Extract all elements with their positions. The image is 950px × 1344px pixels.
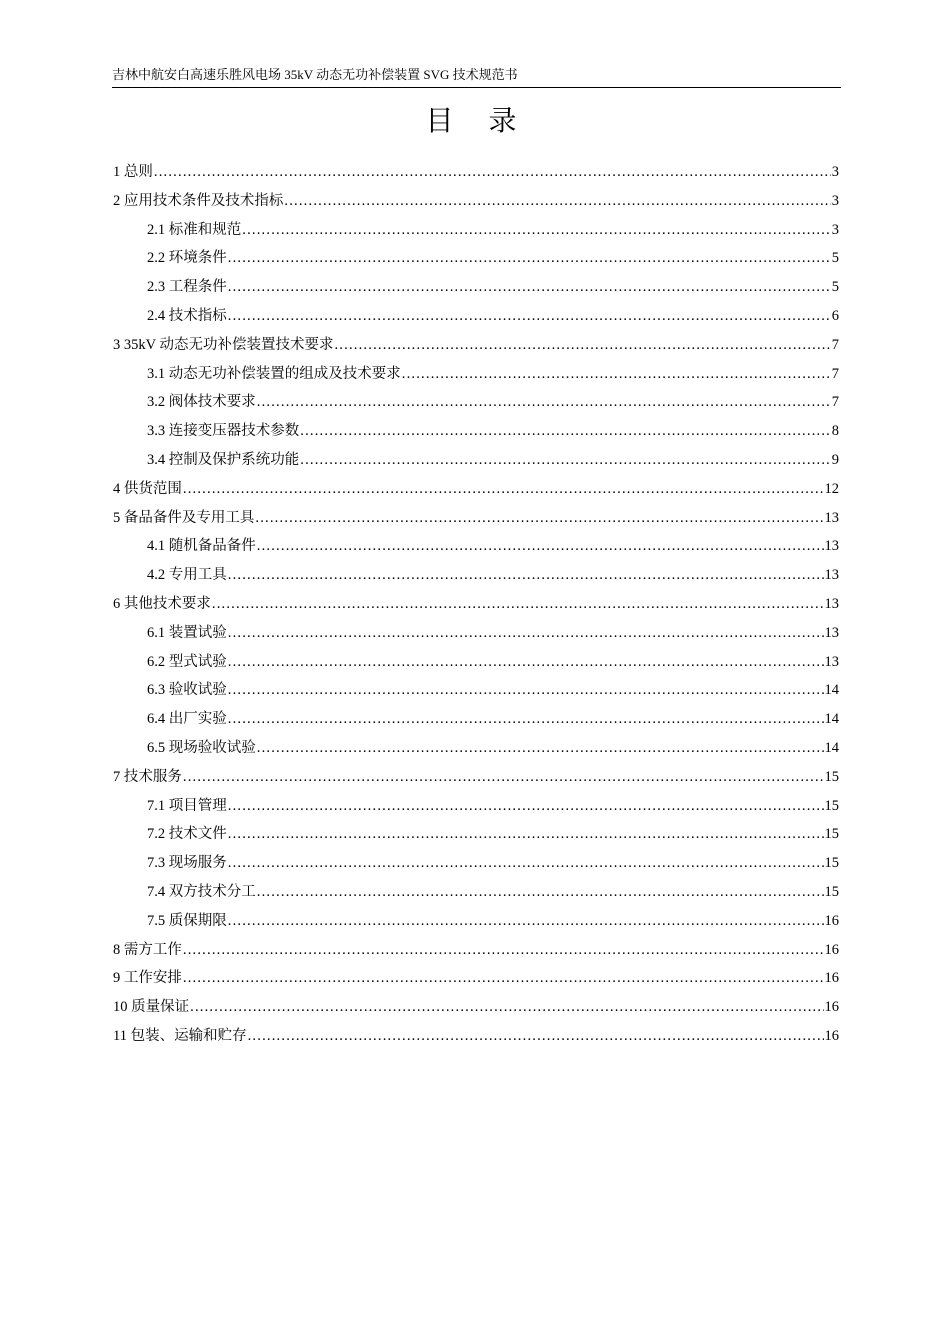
toc-entry[interactable] xyxy=(113,561,839,590)
toc-dot-leader xyxy=(228,273,831,302)
toc-entry[interactable] xyxy=(113,590,839,619)
toc-dot-leader xyxy=(183,936,824,965)
toc-entry[interactable] xyxy=(113,158,839,187)
toc-entry-label: 2 应用技术条件及技术指标 xyxy=(113,192,284,209)
toc-entry-page-number: 9 xyxy=(831,451,839,468)
toc-entry-page-number: 16 xyxy=(824,1027,839,1044)
running-header: 吉林中航安白高速乐胜风电场 35kV 动态无功补偿装置 SVG 技术规范书 xyxy=(112,67,518,82)
toc-entry-label: 11 包装、运输和贮存 xyxy=(113,1027,247,1044)
toc-entry-page-number: 14 xyxy=(824,739,839,756)
toc-dot-leader xyxy=(228,619,824,648)
toc-entry-page-number: 16 xyxy=(824,999,839,1016)
toc-entry-label: 1 总则 xyxy=(113,164,153,180)
toc-entry[interactable] xyxy=(113,734,839,763)
toc-dot-leader xyxy=(183,475,824,504)
toc-entry-label: 8 需方工作 xyxy=(113,941,182,958)
toc-entry-page-number: 13 xyxy=(824,624,839,641)
toc-entry[interactable] xyxy=(113,619,839,648)
toc-dot-leader xyxy=(183,763,824,792)
toc-title: 目 录 xyxy=(425,106,531,137)
toc-entry[interactable] xyxy=(113,878,839,907)
toc-entry[interactable] xyxy=(113,504,839,533)
toc-entry[interactable] xyxy=(113,705,839,734)
toc-dot-leader xyxy=(257,878,824,907)
toc-entry[interactable] xyxy=(113,360,839,389)
toc-entry[interactable] xyxy=(113,417,839,446)
toc-entry-label: 3.4 控制及保护系统功能 xyxy=(147,451,300,468)
toc-entry-page-number: 16 xyxy=(824,912,839,929)
toc-dot-leader xyxy=(228,907,824,936)
toc-entry-page-number: 13 xyxy=(824,509,839,526)
toc-entry-label: 7.4 双方技术分工 xyxy=(147,883,256,900)
toc-entry-label: 6.4 出厂实验 xyxy=(147,711,227,728)
toc-entry-page-number: 7 xyxy=(831,394,839,411)
toc-entry[interactable] xyxy=(113,648,839,677)
toc-entry[interactable] xyxy=(113,907,839,936)
toc-entry-label: 6.1 装置试验 xyxy=(147,624,227,641)
toc-entry-label: 6.2 型式试验 xyxy=(147,653,227,670)
toc-entry-page-number: 15 xyxy=(824,855,839,872)
toc-entry-page-number: 3 xyxy=(831,164,839,180)
toc-entry-label: 7.2 技术文件 xyxy=(147,826,227,843)
toc-entry-page-number: 15 xyxy=(824,768,839,785)
toc-entry-label: 4.2 专用工具 xyxy=(147,567,227,584)
toc-entry-page-number: 14 xyxy=(824,711,839,728)
toc-dot-leader xyxy=(242,216,831,245)
toc-dot-leader xyxy=(228,648,824,677)
toc-entry[interactable] xyxy=(113,331,839,360)
toc-entry-page-number: 14 xyxy=(824,682,839,699)
toc-entry-label: 5 备品备件及专用工具 xyxy=(113,509,255,526)
toc-dot-leader xyxy=(228,676,824,705)
toc-entry-page-number: 6 xyxy=(831,307,839,324)
table-of-contents xyxy=(113,158,839,1051)
toc-entry[interactable] xyxy=(113,446,839,475)
toc-entry-page-number: 13 xyxy=(824,567,839,584)
toc-entry[interactable] xyxy=(113,475,839,504)
toc-entry[interactable] xyxy=(113,187,839,216)
toc-entry-label: 2.3 工程条件 xyxy=(147,279,227,296)
toc-entry-page-number: 16 xyxy=(824,970,839,987)
toc-dot-leader xyxy=(228,561,824,590)
toc-entry-label: 7 技术服务 xyxy=(113,768,182,785)
toc-entry-page-number: 5 xyxy=(831,279,839,296)
toc-dot-leader xyxy=(228,302,831,331)
toc-dot-leader xyxy=(300,417,831,446)
toc-entry[interactable] xyxy=(113,763,839,792)
toc-entry[interactable] xyxy=(113,302,839,331)
toc-dot-leader xyxy=(255,504,823,533)
toc-dot-leader xyxy=(228,705,824,734)
toc-entry-label: 2.1 标准和规范 xyxy=(147,221,242,238)
toc-entry-page-number: 5 xyxy=(831,250,839,267)
toc-entry-page-number: 3 xyxy=(831,221,839,238)
toc-dot-leader xyxy=(257,388,831,417)
toc-entry-label: 4 供货范围 xyxy=(113,480,182,497)
toc-entry[interactable] xyxy=(113,849,839,878)
toc-entry-label: 6.3 验收试验 xyxy=(147,682,227,699)
toc-dot-leader xyxy=(257,734,824,763)
toc-entry-label: 2.2 环境条件 xyxy=(147,250,227,267)
toc-entry-page-number: 13 xyxy=(824,538,839,555)
toc-entry-label: 3.1 动态无功补偿装置的组成及技术要求 xyxy=(147,365,401,382)
toc-dot-leader xyxy=(300,446,831,475)
toc-entry-page-number: 13 xyxy=(824,595,839,612)
toc-entry[interactable] xyxy=(113,936,839,965)
toc-entry-page-number: 3 xyxy=(831,192,839,209)
toc-dot-leader xyxy=(154,158,831,187)
toc-entry-label: 3.2 阀体技术要求 xyxy=(147,394,256,411)
toc-entry-page-number: 12 xyxy=(824,480,839,497)
toc-entry-page-number: 15 xyxy=(824,797,839,814)
toc-entry-page-number: 7 xyxy=(831,365,839,382)
toc-entry-label: 3.3 连接变压器技术参数 xyxy=(147,423,300,440)
toc-entry-page-number: 13 xyxy=(824,653,839,670)
toc-dot-leader xyxy=(334,331,830,360)
toc-entry[interactable] xyxy=(113,1022,839,1051)
toc-entry[interactable] xyxy=(113,273,839,302)
toc-entry-label: 9 工作安排 xyxy=(113,970,182,987)
header-rule xyxy=(112,87,841,88)
toc-entry[interactable] xyxy=(113,388,839,417)
toc-entry[interactable] xyxy=(113,993,839,1022)
toc-entry-label: 3 35kV 动态无功补偿装置技术要求 xyxy=(113,336,334,353)
toc-dot-leader xyxy=(228,792,824,821)
toc-dot-leader xyxy=(228,849,824,878)
toc-entry[interactable] xyxy=(113,676,839,705)
toc-entry-label: 6 其他技术要求 xyxy=(113,595,211,612)
toc-dot-leader xyxy=(228,244,831,273)
toc-entry-label: 7.3 现场服务 xyxy=(147,855,227,872)
toc-dot-leader xyxy=(212,590,824,619)
toc-dot-leader xyxy=(183,964,824,993)
toc-dot-leader xyxy=(402,360,831,389)
toc-entry-page-number: 8 xyxy=(831,423,839,440)
toc-entry-page-number: 15 xyxy=(824,883,839,900)
toc-entry-label: 4.1 随机备品备件 xyxy=(147,538,256,555)
toc-entry-label: 2.4 技术指标 xyxy=(147,307,227,324)
toc-dot-leader xyxy=(228,820,824,849)
toc-entry-page-number: 15 xyxy=(824,826,839,843)
toc-entry-page-number: 16 xyxy=(824,941,839,958)
toc-entry[interactable] xyxy=(113,244,839,273)
toc-dot-leader xyxy=(248,1022,824,1051)
toc-entry-label: 6.5 现场验收试验 xyxy=(147,739,256,756)
toc-dot-leader xyxy=(190,993,823,1022)
toc-entry[interactable] xyxy=(113,216,839,245)
toc-entry[interactable] xyxy=(113,532,839,561)
toc-dot-leader xyxy=(257,532,824,561)
toc-entry-label: 10 质量保证 xyxy=(113,999,190,1016)
toc-entry-label: 7.1 项目管理 xyxy=(147,797,227,814)
toc-dot-leader xyxy=(284,187,830,216)
toc-entry[interactable] xyxy=(113,820,839,849)
toc-entry-label: 7.5 质保期限 xyxy=(147,912,227,929)
toc-entry-page-number: 7 xyxy=(831,336,839,353)
toc-entry[interactable] xyxy=(113,964,839,993)
toc-entry[interactable] xyxy=(113,792,839,821)
